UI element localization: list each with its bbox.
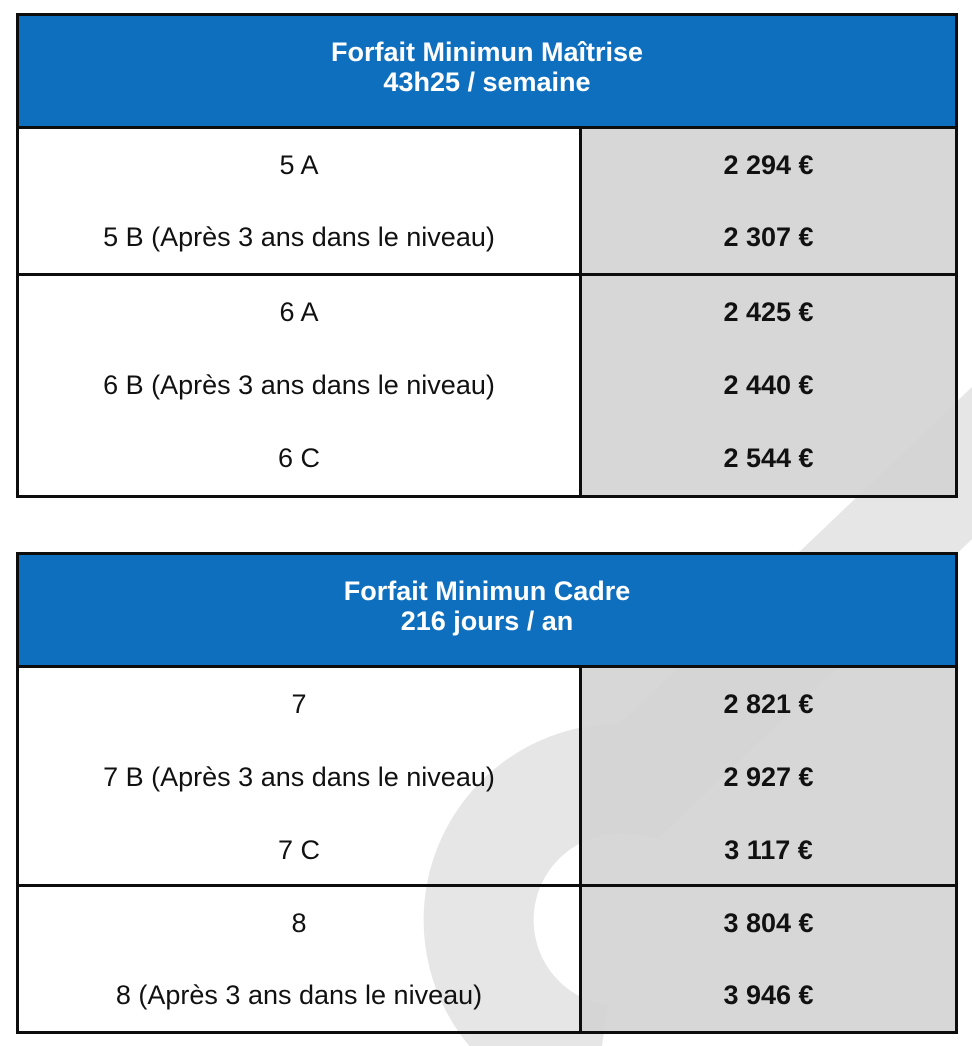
level-7-group xyxy=(19,668,955,887)
level-label: 7 xyxy=(291,689,307,719)
level-label: 5 B (Après 3 ans dans le niveau) xyxy=(103,221,495,252)
maitrise-table-subtitle: 43h25 / semaine xyxy=(383,67,591,97)
maitrise-table-header xyxy=(19,16,955,129)
maitrise-table xyxy=(16,13,958,498)
maitrise-table-title: Forfait Minimun Maîtrise xyxy=(330,37,644,67)
salary-value: 2 294 € xyxy=(723,149,814,180)
salary-value: 3 946 € xyxy=(723,979,814,1010)
level-8-group xyxy=(19,887,955,1031)
salary-value: 2 425 € xyxy=(723,297,814,327)
salary-value: 2 821 € xyxy=(723,689,814,719)
salary-value: 2 544 € xyxy=(723,443,814,473)
level-label: 8 (Après 3 ans dans le niveau) xyxy=(115,979,483,1010)
level-label: 6 A xyxy=(279,297,319,327)
level-label: 8 xyxy=(291,907,307,938)
level-label: 7 C xyxy=(277,835,321,865)
level-label: 5 A xyxy=(279,149,319,180)
level-label: 6 B (Après 3 ans dans le niveau) xyxy=(103,370,495,400)
cadre-table-title: Forfait Minimun Cadre xyxy=(343,576,631,606)
salary-value: 2 440 € xyxy=(723,370,814,400)
salary-value: 2 927 € xyxy=(723,762,814,792)
level-5-group xyxy=(19,129,955,276)
salary-value: 3 117 € xyxy=(724,835,813,865)
cadre-table-header xyxy=(19,555,955,668)
salary-value: 2 307 € xyxy=(723,221,814,252)
cadre-table-subtitle: 216 jours / an xyxy=(400,606,574,636)
salary-value: 3 804 € xyxy=(723,907,814,938)
level-label: 7 B (Après 3 ans dans le niveau) xyxy=(103,762,495,792)
cadre-table xyxy=(16,552,958,1034)
level-label: 6 C xyxy=(277,443,321,473)
level-6-group xyxy=(19,276,955,495)
